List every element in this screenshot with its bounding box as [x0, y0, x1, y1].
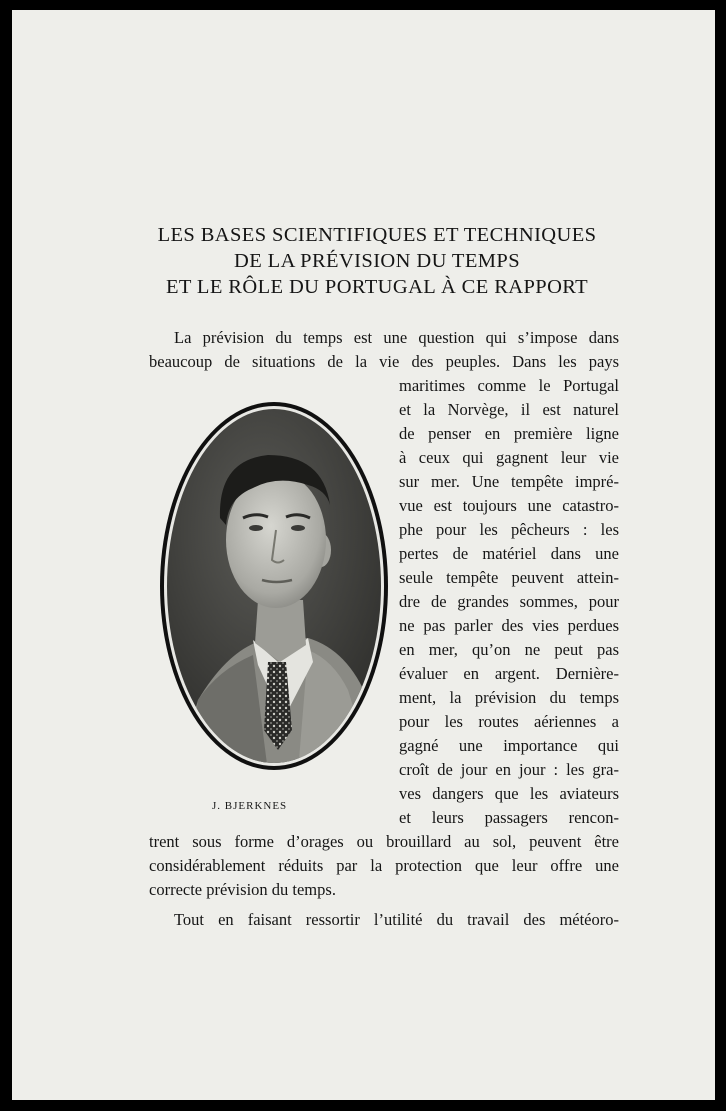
body-line: trent sous forme d’orages ou brouillard au sol, peuvent être	[149, 832, 619, 851]
body-line: gagné une importance qui	[399, 736, 619, 755]
body-line: ne pas parler des vies perdues	[399, 616, 619, 635]
portrait-photo	[158, 400, 390, 772]
article-title	[132, 222, 622, 300]
body-line: dre de grandes sommes, pour	[399, 592, 619, 611]
document-page	[12, 10, 715, 1100]
body-line: beaucoup de situations de la vie des peuples. Dans les pays	[149, 352, 619, 371]
body-line: correcte prévision du temps.	[149, 880, 336, 899]
portrait-caption: J. BJERKNES	[212, 800, 288, 812]
body-line: Tout en faisant ressortir l’utilité du travail des météoro-	[174, 910, 619, 929]
body-line: vue est toujours une catastro-	[399, 496, 619, 515]
body-line: en mer, qu’on ne peut pas	[399, 640, 619, 659]
body-line: de penser en première ligne	[399, 424, 619, 443]
title-line: DE LA PRÉVISION DU TEMPS	[234, 250, 520, 272]
title-line: LES BASES SCIENTIFIQUES ET TECHNIQUES	[157, 224, 597, 246]
body-line: seule tempête peuvent attein-	[399, 568, 619, 587]
body-line: ment, la prévision du temps	[399, 688, 619, 707]
body-line: pertes de matériel dans une	[399, 544, 619, 563]
body-line: maritimes comme le Portugal	[399, 376, 619, 395]
body-line: phe pour les pêcheurs : les	[399, 520, 619, 539]
body-line: et leurs passagers rencon-	[399, 808, 619, 827]
title-line: ET LE RÔLE DU PORTUGAL À CE RAPPORT	[165, 276, 589, 298]
body-line: à ceux qui gagnent leur vie	[399, 448, 619, 467]
body-line: et la Norvège, il est naturel	[399, 400, 619, 419]
body-line: La prévision du temps est une question qui s’impose dans	[174, 328, 619, 347]
body-line: pour les routes aériennes a	[399, 712, 619, 731]
body-line: croît de jour en jour : les gra-	[399, 760, 619, 779]
body-line: considérablement réduits par la protection que leur offre une	[149, 856, 619, 875]
body-line: évaluer en argent. Dernière-	[399, 664, 619, 683]
body-line: ves dangers que les aviateurs	[399, 784, 619, 803]
body-line: sur mer. Une tempête impré-	[399, 472, 619, 491]
